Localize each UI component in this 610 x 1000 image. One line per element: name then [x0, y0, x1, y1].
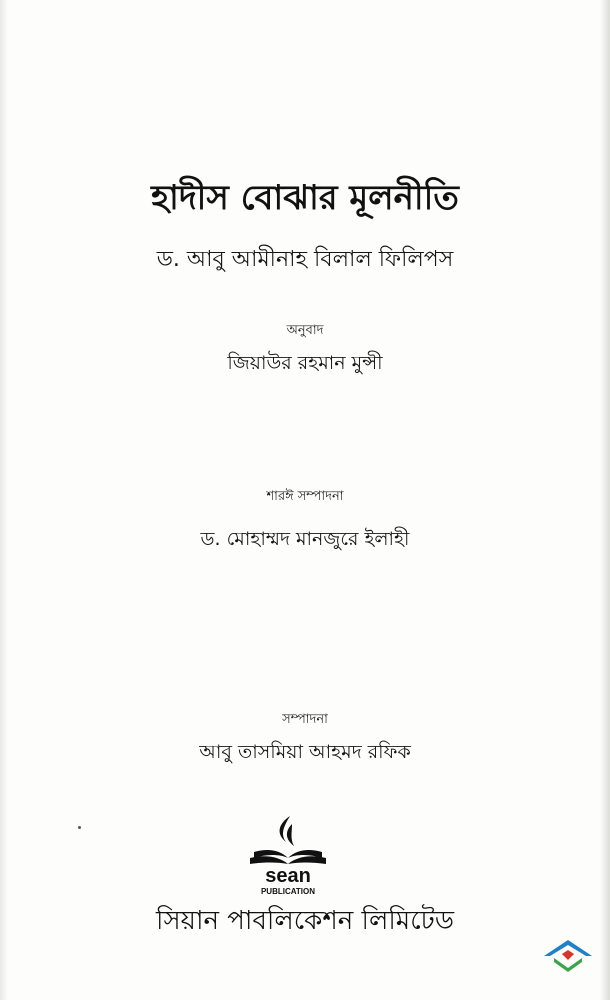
- open-book-flame-icon: [250, 816, 326, 864]
- watermark-logo-icon: [540, 938, 596, 974]
- scan-speck: [78, 826, 81, 829]
- editor-name: আবু তাসমিয়া আহমদ রফিক: [199, 741, 411, 763]
- review-label: শারঈ সম্পাদনা: [266, 489, 344, 504]
- author-name: ড. আবু আমীনাহ বিলাল ফিলিপস: [156, 247, 454, 272]
- editing-label: সম্পাদনা: [282, 712, 328, 727]
- reviewer-name: ড. মোহাম্মদ মানজুরে ইলাহী: [200, 528, 410, 550]
- publisher-logo: [232, 812, 344, 900]
- translation-label: অনুবাদ: [286, 323, 324, 338]
- book-title: হাদীস বোঝার মূলনীতি: [151, 178, 459, 218]
- publisher-name: সিয়ান পাবলিকেশন লিমিটেড: [156, 906, 454, 936]
- logo-subtitle: PUBLICATION: [260, 887, 316, 896]
- translator-name: জিয়াউর রহমান মুন্সী: [227, 352, 383, 374]
- logo-word: sean: [265, 865, 311, 887]
